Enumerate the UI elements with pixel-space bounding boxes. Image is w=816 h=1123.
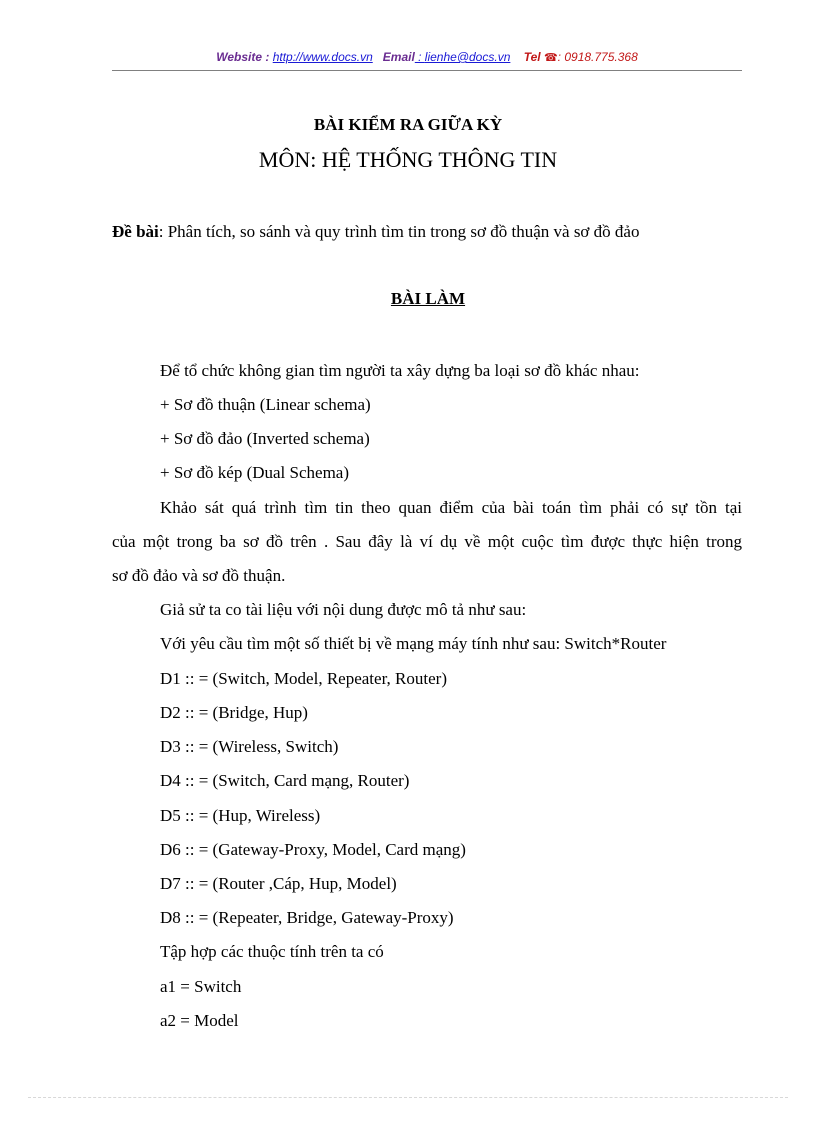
document-entry: D2 :: = (Bridge, Hup): [160, 703, 308, 722]
assignment-label: Đề bài: [112, 222, 159, 241]
document-entry: D5 :: = (Hup, Wireless): [160, 806, 321, 825]
query-line: Với yêu cầu tìm một số thiết bị về mạng máy tính như sau: Switch*Router: [160, 634, 667, 653]
schema-item-linear: + Sơ đồ thuận (Linear schema): [160, 395, 371, 414]
document-entry: D8 :: = (Repeater, Bridge, Gateway-Proxy): [160, 908, 454, 927]
document-entry: D3 :: = (Wireless, Switch): [160, 737, 339, 756]
document-title: BÀI KIỂM RA GIỮA KỲ: [313, 115, 503, 134]
assignment-statement: [112, 222, 639, 242]
website-label: Website :: [216, 50, 273, 64]
document-entry: D6 :: = (Gateway-Proxy, Model, Card mạng): [160, 840, 466, 859]
tel-label: Tel: [523, 50, 541, 64]
telephone-icon: ☎: [543, 52, 558, 64]
assumption-line: Giả sử ta co tài liệu với nội dung được mô tả như sau:: [160, 600, 527, 619]
tel-value: : 0918.775.368: [557, 50, 638, 64]
document-entry: D4 :: = (Switch, Card mạng, Router): [160, 771, 410, 790]
paragraph-line: Khảo sát quá trình tìm tin theo quan điểm của bài toán tìm phải có sự tồn tại: [160, 498, 742, 517]
email-label: Email: [382, 50, 415, 64]
intro-paragraph: Để tổ chức không gian tìm người ta xây dựng ba loại sơ đồ khác nhau:: [160, 361, 640, 380]
section-title: BÀI LÀM: [390, 289, 466, 308]
website-link[interactable]: http://www.docs.vn: [272, 50, 373, 64]
document-entry: D1 :: = (Switch, Model, Repeater, Router): [160, 669, 447, 688]
page-header: [112, 50, 742, 64]
subject-title: MÔN: HỆ THỐNG THÔNG TIN: [258, 147, 558, 172]
email-separator: :: [414, 50, 425, 64]
assignment-text: : Phân tích, so sánh và quy trình tìm tin trong sơ đồ thuận và sơ đồ đảo: [158, 222, 640, 241]
footer-divider: [28, 1097, 788, 1098]
document-entry: D7 :: = (Router ,Cáp, Hup, Model): [160, 874, 397, 893]
attribute-intro: Tập hợp các thuộc tính trên ta có: [160, 942, 384, 961]
schema-item-dual: + Sơ đồ kép (Dual Schema): [160, 463, 350, 482]
email-link[interactable]: lienhe@docs.vn: [424, 50, 511, 64]
paragraph-line: của một trong ba sơ đồ trên . Sau đây là ví dụ về một cuộc tìm được thực hiện trong: [112, 532, 742, 551]
paragraph-line: sơ đồ đảo và sơ đồ thuận.: [112, 566, 286, 585]
schema-item-inverted: + Sơ đồ đảo (Inverted schema): [160, 429, 370, 448]
attribute-entry: a1 = Switch: [160, 977, 242, 996]
attribute-entry: a2 = Model: [160, 1011, 239, 1030]
header-divider: [112, 70, 742, 71]
